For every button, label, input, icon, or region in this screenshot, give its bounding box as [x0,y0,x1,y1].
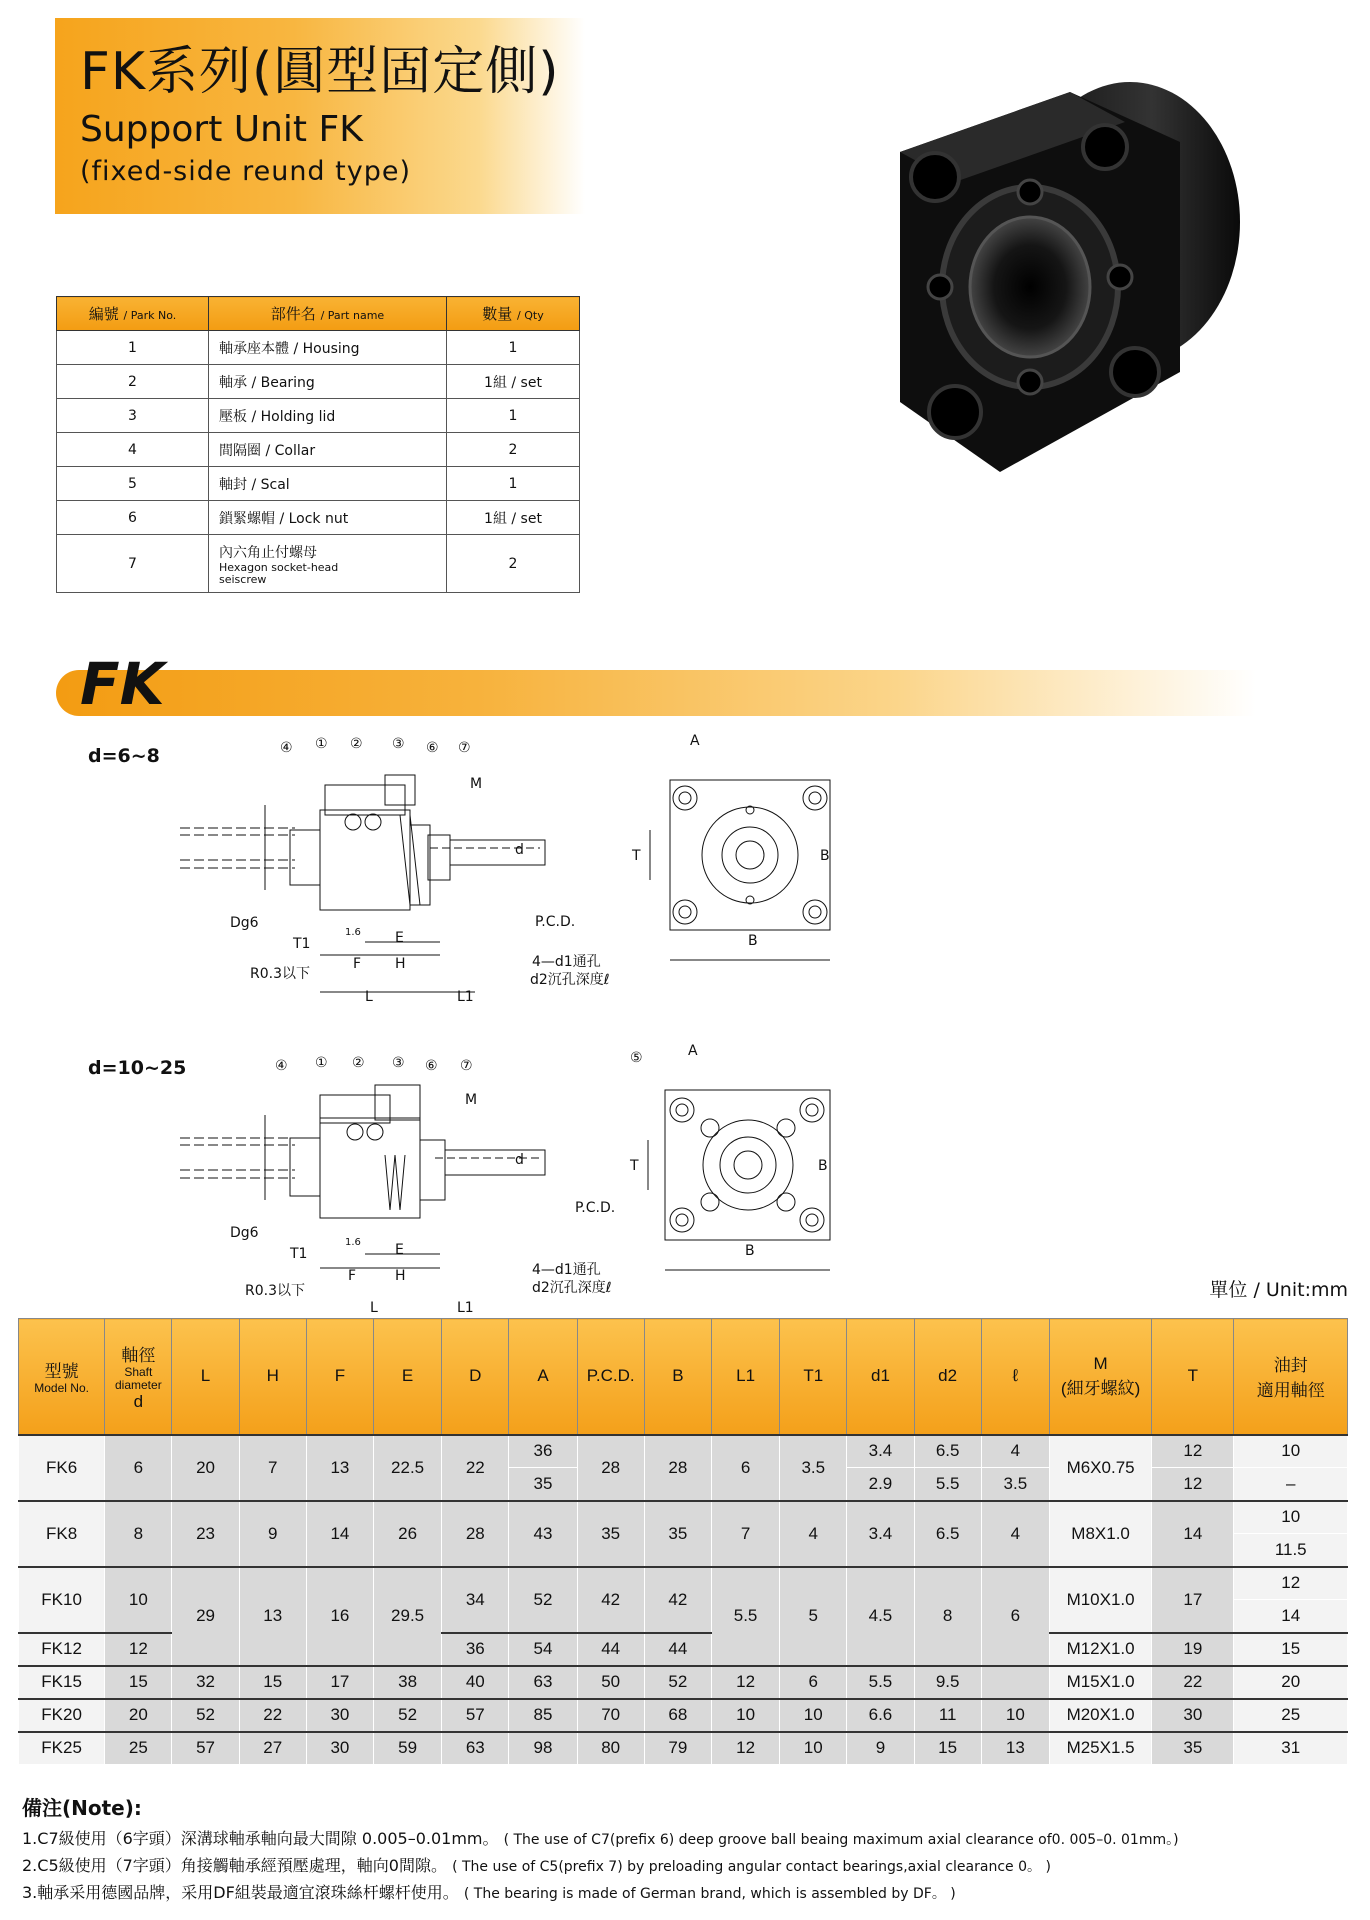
dim-label: E [395,930,404,946]
dim-label: 4—d1通孔 [532,954,601,970]
table-cell: 30 [1152,1699,1234,1732]
dim-label: B [748,933,758,949]
dim-label: T [632,848,641,864]
dim-label: L [365,989,373,1005]
table-cell: 15 [914,1732,981,1765]
parts-table [56,296,580,593]
table-cell: 壓板 / Holding lid [209,399,447,433]
product-photo [880,72,1260,492]
table-cell: FK6 [19,1435,105,1501]
table-cell: 20 [172,1435,239,1501]
table-cell: 13 [306,1435,373,1501]
table-cell: 23 [172,1501,239,1567]
dim-label: E [395,1242,404,1258]
table-cell: 68 [644,1699,711,1732]
table-cell: 9 [239,1501,306,1567]
table-cell: – [1234,1468,1348,1501]
callout: ③ [392,1055,405,1071]
table-cell: 1 [447,467,580,501]
table-cell: 1組 / set [447,365,580,399]
col-L: L [172,1319,239,1435]
table-cell: 34 [442,1567,509,1633]
table-cell: 5 [780,1567,847,1666]
table-cell: 7 [711,1501,779,1567]
table-cell: 4.5 [847,1567,914,1666]
table-cell: 1 [447,399,580,433]
table-cell: 2 [447,535,580,593]
drawing-label-large: d=10~25 [88,1057,187,1079]
table-cell: 13 [981,1732,1049,1765]
table-cell: 22.5 [374,1435,442,1501]
table-cell: M12X1.0 [1049,1633,1151,1666]
table-cell: 10 [981,1699,1049,1732]
table-cell: FK20 [19,1699,105,1732]
col-d1: d1 [847,1319,914,1435]
table-cell: M20X1.0 [1049,1699,1151,1732]
col-d2: d2 [914,1319,981,1435]
table-cell: M6X0.75 [1049,1435,1151,1501]
dim-label: d2沉孔深度ℓ [530,972,610,988]
callout: ⑦ [460,1058,473,1074]
table-cell: 2 [447,433,580,467]
table-cell: 6 [57,501,209,535]
col-E: E [374,1319,442,1435]
table-cell: 22 [239,1699,306,1732]
table-cell: FK15 [19,1666,105,1699]
table-cell: 29.5 [374,1567,442,1666]
table-cell: 15 [1234,1633,1348,1666]
table-cell: 6 [105,1435,172,1501]
table-cell: 19 [1152,1633,1234,1666]
dim-label: B [820,848,830,864]
table-cell: 10 [105,1567,172,1633]
dim-label: T [630,1158,639,1174]
table-cell: 2 [57,365,209,399]
dim-label: P.C.D. [535,914,576,930]
col-model: 型號 Model No. [19,1319,105,1435]
table-cell: FK10 [19,1567,105,1633]
note-3: 3.軸承采用德國品牌，采用DF組裝最適宜滾珠絲杆螺杆使用。 ( The bearing is made of German brand, which is assembled by DF。 ) [22,1883,956,1902]
col-part-no: 編號 / Park No. [57,297,209,331]
table-cell: 5.5 [847,1666,914,1699]
table-cell: 6 [711,1435,779,1501]
dim-label: F [348,1268,357,1284]
table-cell: 12 [711,1666,779,1699]
page-subtitle-type: (fixed-side reund type) [80,156,411,187]
callout: ① [315,736,328,752]
table-cell: 54 [509,1633,577,1666]
table-cell: 35 [509,1468,577,1501]
dim-label: L [370,1300,378,1316]
table-row [57,535,580,593]
table-cell: 52 [172,1699,239,1732]
table-cell: 11 [914,1699,981,1732]
col-F: F [306,1319,373,1435]
dim-label: L1 [457,989,474,1005]
callout: ⑤ [630,1050,643,1066]
table-cell: 5.5 [711,1567,779,1666]
dim-label: d [515,1152,524,1168]
table-cell: 26 [374,1501,442,1567]
table-row [19,1732,1348,1765]
table-cell: 44 [644,1633,711,1666]
note-2: 2.C5級使用（7字頭）角接觸軸承經預壓處理，軸向0間隙。 ( The use of C5(prefix 7) by preloading angular contact bearings,axial clearance 0。 ) [22,1856,1051,1875]
table-row [19,1435,1348,1468]
dim-label: Dg6 [230,915,259,931]
table-cell: 28 [644,1435,711,1501]
table-cell: 1 [57,331,209,365]
table-cell: 70 [577,1699,644,1732]
table-row [57,331,580,365]
table-row [57,501,580,535]
table-cell: 12 [1152,1468,1234,1501]
table-row [57,433,580,467]
dim-label: B [818,1158,828,1174]
dim-label: Dg6 [230,1225,259,1241]
table-cell: M8X1.0 [1049,1501,1151,1567]
col-T1: T1 [780,1319,847,1435]
dim-label: L1 [457,1300,474,1316]
table-cell: 3.4 [847,1501,914,1567]
table-cell: 20 [1234,1666,1348,1699]
table-row [19,1501,1348,1534]
table-cell: 27 [239,1732,306,1765]
table-cell: 10 [1234,1501,1348,1534]
note-1: 1.C7級使用（6字頭）深溝球軸承軸向最大間隙 0.005–0.01mm。 ( The use of C7(prefix 6) deep groove ball beaing maximum axial clearance of0. 005–0. 01mm。) [22,1829,1179,1848]
table-cell: FK8 [19,1501,105,1567]
table-cell: 43 [509,1501,577,1567]
table-cell: 3.4 [847,1435,914,1468]
dim-label: 1.6 [345,1237,361,1248]
technical-drawing-large [170,1040,850,1320]
table-cell: 25 [1234,1699,1348,1732]
table-cell: 35 [1152,1732,1234,1765]
table-cell: 31 [1234,1732,1348,1765]
table-cell: 17 [1152,1567,1234,1633]
table-cell: 15 [239,1666,306,1699]
table-cell: 4 [981,1501,1049,1567]
dim-label: F [353,956,362,972]
table-cell [981,1666,1049,1699]
col-M: M (細牙螺紋) [1049,1319,1151,1435]
drawing-label-small: d=6~8 [88,745,160,767]
table-cell: 內六角止付螺母 Hexagon socket-head seiscrew [209,535,447,593]
dim-label: R0.3以下 [250,966,310,982]
dim-label: M [470,776,483,792]
table-cell: 14 [1234,1600,1348,1633]
table-row [19,1567,1348,1600]
table-cell: 10 [780,1732,847,1765]
table-cell: 35 [577,1501,644,1567]
table-cell: 32 [172,1666,239,1699]
col-part-name: 部件名 / Part name [209,297,447,331]
table-cell: 6.5 [914,1435,981,1468]
table-cell: 40 [442,1666,509,1699]
col-qty: 數量 / Qty [447,297,580,331]
table-cell: 14 [1152,1501,1234,1567]
dim-label: 4—d1通孔 [532,1262,601,1278]
notes-heading: 備注(Note): [22,1796,142,1820]
table-cell: 9.5 [914,1666,981,1699]
table-cell: 52 [509,1567,577,1633]
col-L1: L1 [711,1319,779,1435]
table-cell: 軸承座本體 / Housing [209,331,447,365]
table-cell: 28 [442,1501,509,1567]
callout: ② [352,1055,365,1071]
table-cell: 52 [374,1699,442,1732]
table-cell: FK25 [19,1732,105,1765]
table-cell: 12 [1234,1567,1348,1600]
technical-drawing-small [170,730,850,1030]
table-cell: 12 [711,1732,779,1765]
table-cell: 30 [306,1732,373,1765]
spec-table [18,1318,1348,1765]
dim-label: 1.6 [345,927,361,938]
table-cell: 52 [644,1666,711,1699]
table-cell: 3 [57,399,209,433]
callout: ② [350,736,363,752]
page-subtitle: Support Unit FK [80,109,363,150]
dim-label: M [465,1092,478,1108]
table-row [57,467,580,501]
table-row [19,1666,1348,1699]
table-cell: M10X1.0 [1049,1567,1151,1633]
table-cell: 7 [57,535,209,593]
dim-label: P.C.D. [575,1200,616,1216]
table-cell: 85 [509,1699,577,1732]
table-cell: 4 [981,1435,1049,1468]
callout: ③ [392,736,405,752]
table-cell: 14 [306,1501,373,1567]
table-cell: 30 [306,1699,373,1732]
table-cell: FK12 [19,1633,105,1666]
dim-label: T1 [290,1246,308,1262]
dim-label: A [690,733,700,749]
col-D: D [442,1319,509,1435]
dim-label: H [395,1268,406,1284]
col-l: ℓ [981,1319,1049,1435]
col-shaft: 軸徑 Shaft diameter d [105,1319,172,1435]
table-cell: 8 [105,1501,172,1567]
callout: ⑥ [426,740,439,756]
table-cell: 6 [780,1666,847,1699]
dim-label: d2沉孔深度ℓ [532,1280,612,1296]
spec-header-row [19,1319,1348,1435]
table-cell: 2.9 [847,1468,914,1501]
table-row [57,399,580,433]
table-cell: 10 [1234,1435,1348,1468]
col-oil-seal: 油封 適用軸徑 [1234,1319,1348,1435]
table-cell: 11.5 [1234,1534,1348,1567]
table-cell: 間隔圈 / Collar [209,433,447,467]
table-cell: 12 [105,1633,172,1666]
page-title: FK系列(圓型固定側) [80,42,560,102]
table-cell: 16 [306,1567,373,1666]
col-A: A [509,1319,577,1435]
table-cell: 鎖緊螺帽 / Lock nut [209,501,447,535]
col-PCD: P.C.D. [577,1319,644,1435]
dim-label: d [515,842,524,858]
table-cell: 25 [105,1732,172,1765]
table-cell: 98 [509,1732,577,1765]
table-cell: 44 [577,1633,644,1666]
dim-label: R0.3以下 [245,1283,305,1299]
table-cell: 22 [1152,1666,1234,1699]
table-cell: 10 [711,1699,779,1732]
col-B: B [644,1319,711,1435]
callout: ④ [275,1058,288,1074]
table-cell: 10 [780,1699,847,1732]
table-cell: 59 [374,1732,442,1765]
unit-label: 單位 / Unit:mm [1209,1279,1348,1301]
table-cell: 1 [447,331,580,365]
table-cell: 5.5 [914,1468,981,1501]
table-cell: 57 [442,1699,509,1732]
dim-label: A [688,1043,698,1059]
table-cell: 36 [509,1435,577,1468]
section-title: FK [80,650,165,718]
table-cell: 63 [509,1666,577,1699]
table-cell: 17 [306,1666,373,1699]
section-band [56,670,1256,716]
table-cell: 15 [105,1666,172,1699]
table-cell: 12 [1152,1435,1234,1468]
table-cell: 29 [172,1567,239,1666]
dim-label: T1 [293,936,311,952]
table-cell: 4 [57,433,209,467]
callout: ⑥ [425,1058,438,1074]
table-cell: 3.5 [780,1435,847,1501]
table-cell: 13 [239,1567,306,1666]
table-cell: 6.6 [847,1699,914,1732]
table-cell: M25X1.5 [1049,1732,1151,1765]
table-cell: 4 [780,1501,847,1567]
table-cell: 80 [577,1732,644,1765]
table-cell: 22 [442,1435,509,1501]
table-cell: 6.5 [914,1501,981,1567]
table-cell: M15X1.0 [1049,1666,1151,1699]
table-row [57,365,580,399]
table-cell: 3.5 [981,1468,1049,1501]
table-cell: 36 [442,1633,509,1666]
callout: ① [315,1055,328,1071]
col-T: T [1152,1319,1234,1435]
table-cell: 9 [847,1732,914,1765]
table-cell: 6 [981,1567,1049,1666]
table-cell: 軸封 / Scal [209,467,447,501]
table-cell: 5 [57,467,209,501]
table-cell: 8 [914,1567,981,1666]
table-cell: 57 [172,1732,239,1765]
table-cell: 35 [644,1501,711,1567]
table-cell: 50 [577,1666,644,1699]
table-cell: 軸承 / Bearing [209,365,447,399]
table-cell: 20 [105,1699,172,1732]
table-cell: 1組 / set [447,501,580,535]
table-cell: 63 [442,1732,509,1765]
callout: ④ [280,740,293,756]
table-cell: 42 [644,1567,711,1633]
table-cell: 28 [577,1435,644,1501]
dim-label: H [395,956,406,972]
table-cell: 7 [239,1435,306,1501]
col-H: H [239,1319,306,1435]
table-row [19,1699,1348,1732]
callout: ⑦ [458,740,471,756]
dim-label: B [745,1243,755,1259]
table-cell: 79 [644,1732,711,1765]
table-cell: 38 [374,1666,442,1699]
table-cell: 42 [577,1567,644,1633]
